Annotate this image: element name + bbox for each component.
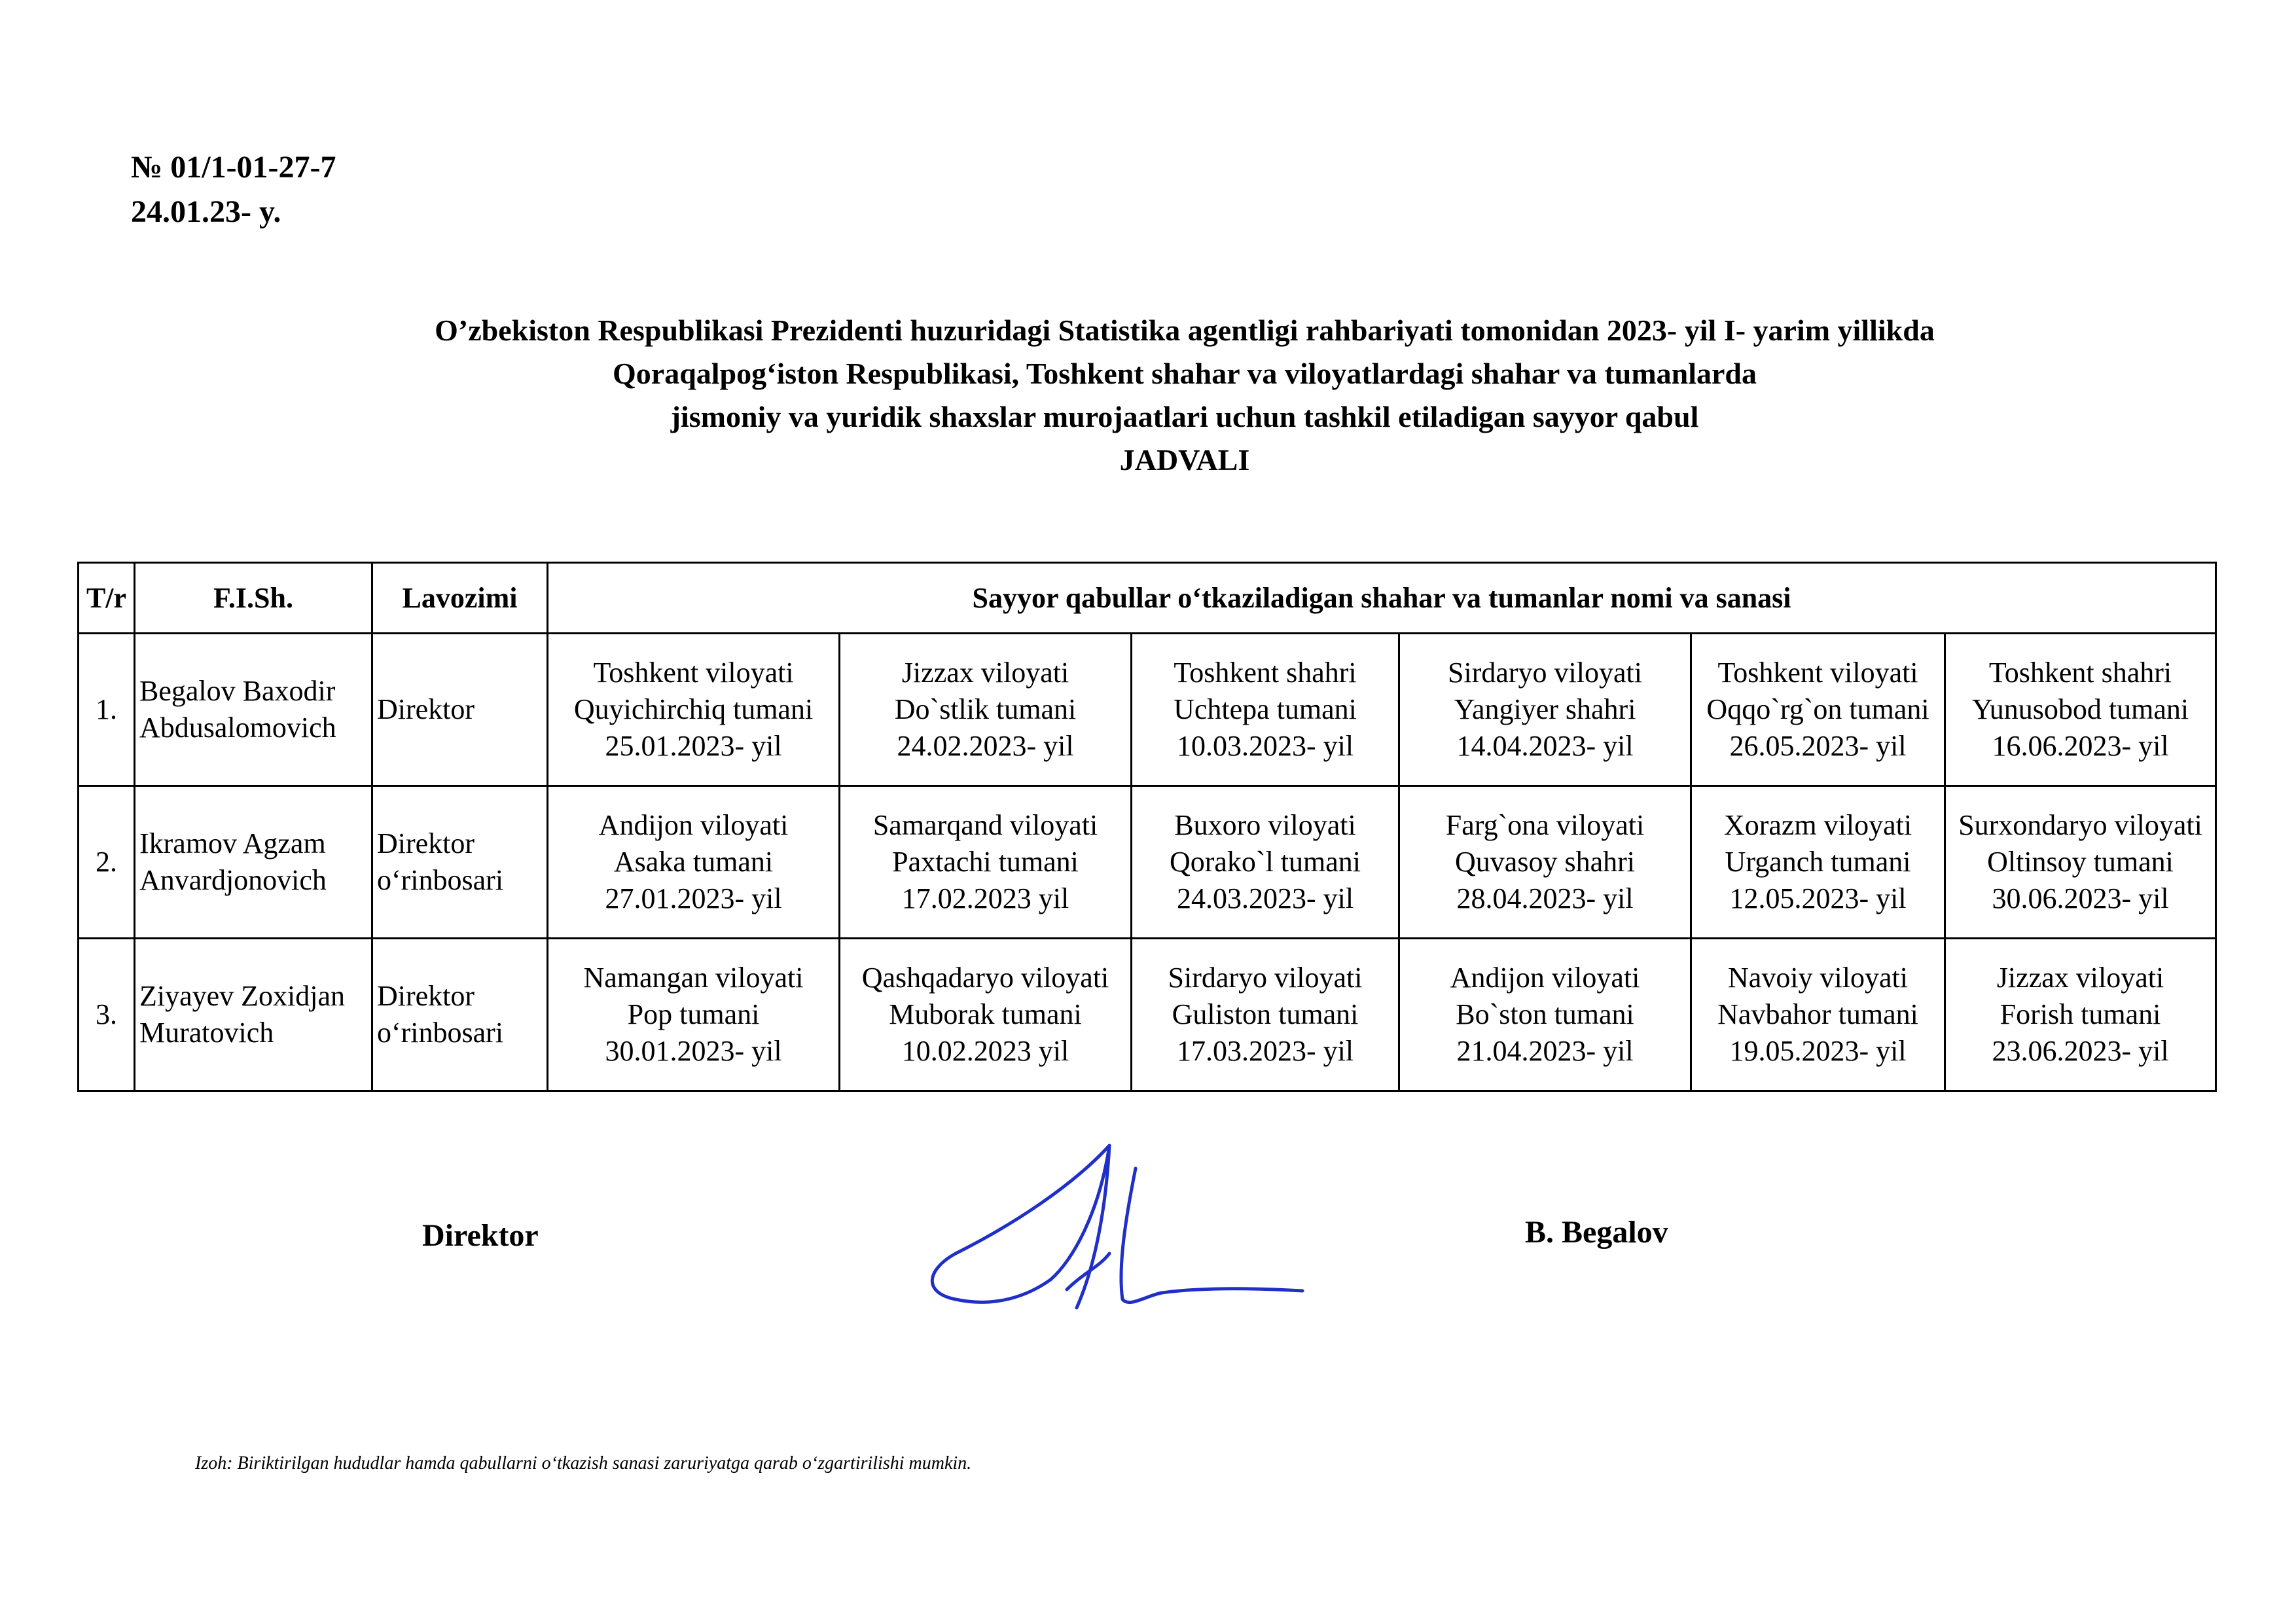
visit-date: 24.03.2023- yil (1176, 882, 1354, 914)
document-header (131, 145, 336, 234)
table-row (79, 634, 2216, 786)
visit-cell (1691, 786, 1945, 939)
visit-region: Toshkent shahri (1174, 657, 1357, 689)
visit-date: 26.05.2023- yil (1729, 730, 1907, 762)
visit-district: Do`stlik tumani (894, 693, 1077, 725)
visit-cell (840, 939, 1132, 1091)
visit-cell (1691, 634, 1945, 786)
visit-district: Pop tumani (627, 998, 760, 1030)
visit-district: Muborak tumani (889, 998, 1082, 1030)
visit-district: Yunusobod tumani (1971, 693, 2189, 725)
visit-district: Uchtepa tumani (1174, 693, 1357, 725)
visit-district: Oqqo`rg`on tumani (1706, 693, 1929, 725)
row-number: 2. (79, 786, 135, 939)
title-line-1: O’zbekiston Respublikasi Prezidenti huzuridagi Statistika agentligi rahbariyati tomonidan 2023- yil I- yarim yillikda (435, 314, 1935, 347)
visit-region: Toshkent viloyati (1717, 657, 1918, 689)
header-position: Lavozimi (372, 563, 548, 634)
visit-region: Jizzax viloyati (901, 657, 1069, 689)
visit-cell (840, 634, 1132, 786)
visit-region: Sirdaryo viloyati (1448, 657, 1642, 689)
visit-district: Guliston tumani (1172, 998, 1359, 1030)
visit-date: 23.06.2023- yil (1992, 1035, 2169, 1067)
visit-district: Quyichirchiq tumani (573, 693, 814, 725)
title-line-2: Qoraqalpog‘iston Respublikasi, Toshkent shahar va viloyatlardagi shahar va tumanlarda (613, 357, 1757, 390)
visit-district: Qorako`l tumani (1169, 846, 1361, 878)
visit-region: Farg`ona viloyati (1445, 809, 1645, 841)
header-num: T/r (79, 563, 135, 634)
visit-district: Paxtachi tumani (892, 846, 1079, 878)
header-name: F.I.Sh. (135, 563, 372, 634)
visit-date: 30.06.2023- yil (1992, 882, 2169, 914)
visit-region: Jizzax viloyati (1996, 962, 2164, 994)
visit-date: 27.01.2023- yil (605, 882, 782, 914)
visit-cell (1945, 634, 2216, 786)
visit-region: Samarqand viloyati (872, 809, 1098, 841)
row-number: 1. (79, 634, 135, 786)
table-row (79, 786, 2216, 939)
visit-cell (1945, 939, 2216, 1091)
visit-region: Qashqadaryo viloyati (861, 962, 1109, 994)
visit-date: 12.05.2023- yil (1729, 882, 1907, 914)
visit-date: 30.01.2023- yil (605, 1035, 782, 1067)
signatory-name: B. Begalov (1525, 1215, 1668, 1250)
person-name: Begalov Baxodir Abdusalomovich (135, 634, 372, 786)
visit-cell (548, 634, 840, 786)
table-header-row (79, 563, 2216, 634)
schedule-table (77, 562, 2217, 1092)
visit-district: Asaka tumani (613, 846, 774, 878)
visit-region: Surxondaryo viloyati (1958, 809, 2202, 841)
title-line-3: jismoniy va yuridik shaxslar murojaatlari uchun tashkil etiladigan sayyor qabul (670, 400, 1699, 433)
visit-date: 25.01.2023- yil (605, 730, 782, 762)
visit-district: Yangiyer shahri (1454, 693, 1636, 725)
row-number: 3. (79, 939, 135, 1091)
visit-region: Namangan viloyati (583, 962, 804, 994)
visit-region: Andijon viloyati (598, 809, 789, 841)
visit-date: 17.03.2023- yil (1176, 1035, 1354, 1067)
visit-cell (1132, 634, 1399, 786)
person-name: Ziyayev Zoxidjan Muratovich (135, 939, 372, 1091)
visit-district: Bo`ston tumani (1456, 998, 1634, 1030)
visit-date: 19.05.2023- yil (1729, 1035, 1907, 1067)
header-visits: Sayyor qabullar o‘tkaziladigan shahar va tumanlar nomi va sanasi (548, 563, 2216, 634)
visit-cell (1945, 786, 2216, 939)
visit-cell (1132, 939, 1399, 1091)
visit-date: 24.02.2023- yil (897, 730, 1074, 762)
document-title (196, 309, 2173, 482)
visit-cell (1691, 939, 1945, 1091)
footnote: Izoh: Biriktirilgan hududlar hamda qabullarni o‘tkazish sanasi zaruriyatga qarab o‘zgartirilishi mumkin. (195, 1453, 972, 1473)
document-number: № 01/1-01-27-7 (131, 150, 336, 185)
signature-role: Direktor (422, 1218, 539, 1253)
visit-date: 21.04.2023- yil (1456, 1035, 1634, 1067)
document-date: 24.01.23- y. (131, 194, 281, 229)
visit-date: 28.04.2023- yil (1456, 882, 1634, 914)
visit-date: 10.02.2023 yil (901, 1035, 1069, 1067)
visit-cell (548, 939, 840, 1091)
visit-cell (1399, 786, 1691, 939)
person-position: Direktor o‘rinbosari (372, 786, 548, 939)
visit-region: Sirdaryo viloyati (1168, 962, 1363, 994)
visit-date: 14.04.2023- yil (1456, 730, 1634, 762)
visit-region: Toshkent viloyati (593, 657, 794, 689)
person-name: Ikramov Agzam Anvardjonovich (135, 786, 372, 939)
visit-cell (1399, 939, 1691, 1091)
table-row (79, 939, 2216, 1091)
visit-cell (1132, 786, 1399, 939)
visit-district: Quvasoy shahri (1455, 846, 1635, 878)
visit-district: Forish tumani (2000, 998, 2161, 1030)
visit-date: 17.02.2023 yil (901, 882, 1069, 914)
person-position: Direktor o‘rinbosari (372, 939, 548, 1091)
visit-cell (1399, 634, 1691, 786)
visit-cell (548, 786, 840, 939)
visit-region: Navoiy viloyati (1728, 962, 1908, 994)
visit-date: 16.06.2023- yil (1992, 730, 2169, 762)
visit-region: Andijon viloyati (1450, 962, 1640, 994)
handwritten-signature (910, 1132, 1316, 1329)
visit-region: Toshkent shahri (1988, 657, 2172, 689)
person-position: Direktor (372, 634, 548, 786)
visit-district: Oltinsoy tumani (1987, 846, 2174, 878)
visit-district: Urganch tumani (1725, 846, 1911, 878)
visit-cell (840, 786, 1132, 939)
visit-district: Navbahor tumani (1717, 998, 1918, 1030)
visit-region: Buxoro viloyati (1174, 809, 1356, 841)
visit-date: 10.03.2023- yil (1176, 730, 1354, 762)
title-line-4: JADVALI (1119, 443, 1250, 477)
visit-region: Xorazm viloyati (1723, 809, 1912, 841)
